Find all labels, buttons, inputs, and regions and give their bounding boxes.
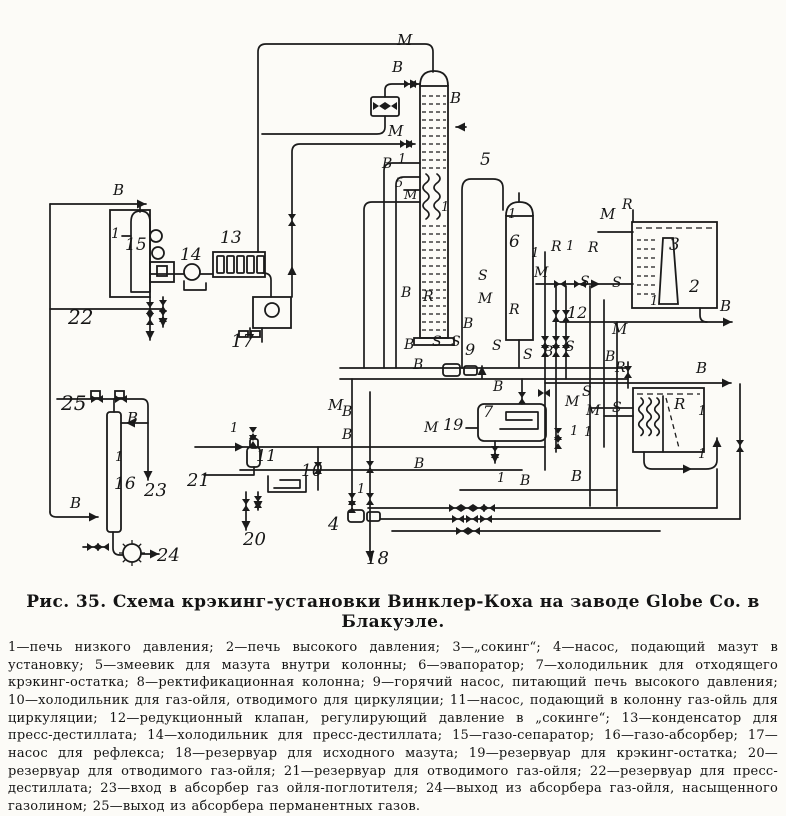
valve-icon — [562, 310, 570, 322]
valve-half — [146, 302, 154, 308]
diagram-label: М — [397, 31, 413, 49]
diagram-label: В — [463, 316, 474, 332]
diagram-label: 1 — [508, 207, 517, 222]
condenser-cell — [257, 256, 264, 273]
valve-icon — [552, 310, 560, 322]
valve-half — [518, 392, 526, 398]
valve-half — [379, 102, 385, 110]
valve-icon — [348, 501, 356, 513]
valve-half — [552, 310, 560, 316]
valve-half — [455, 504, 461, 512]
pipe — [639, 398, 644, 436]
arrow-head — [242, 521, 251, 530]
diagram-label: 1 — [497, 471, 506, 486]
arrow-head — [491, 454, 500, 463]
valve-icon — [480, 515, 492, 523]
pump-spike — [138, 559, 141, 562]
valve-half — [385, 102, 391, 110]
reflux-pump-17 — [253, 297, 291, 328]
diagram-label: R — [551, 239, 562, 255]
diagram-label: В — [520, 473, 531, 489]
diagram-label: 10 — [301, 461, 323, 481]
valves-group — [87, 80, 744, 551]
arrow-head — [456, 123, 465, 132]
pipe — [113, 532, 123, 555]
valve-half — [466, 515, 472, 523]
diagram-label: М — [565, 394, 580, 410]
valve-half — [736, 440, 744, 446]
diagram-label: R — [622, 197, 633, 213]
valve-icon — [574, 280, 586, 288]
rectification-column-8 — [420, 86, 448, 338]
flow-arrow-icon — [126, 419, 135, 428]
valve-icon — [373, 102, 385, 110]
figure-legend: 1—печь низкого давления; 2—печь высокого давления; 3—„сокинг“; 4—насос, подающий мазут в установку; 5—змеевик для мазута внутри колонны; 6—эвапоратор; 7—холодильник для отходящего крэкинг-остатка; 8—ректификационная колонна; 9—горячий насос, питающий печь высокого давления; 10—холодильник для газ-ойля, отводимого для циркуляции; 11—насос, подающий в колонну газ-ойль для циркуляции; 12—редукционный клапан, регулирующий давление в „сокинге“; 13—конденсатор для пресс-дестиллата; 14—холодильник для пресс-дестиллата; 15—газо-сепаратор; 16—газо-абсорбер; 17—насос для рефлекса; 18—резервуар для исходного мазута; 19—резервуар для крэкинг-остатка; 20—резервуар для отводимого газ-ойля; 21—резервуар для отводимого газ-ойля; 22—резервуар для пресс-дестиллата; 23—вход в абсорбер газ ойля-поглотителя; 24—выход из абсорбера газ-ойля, насыщенного газолином; 25—выход из абсорбера перманентных газов. — [8, 640, 778, 815]
valve-half — [562, 351, 570, 357]
valve-icon — [366, 493, 374, 505]
valve-half — [736, 446, 744, 452]
flow-arrow-icon — [456, 123, 465, 132]
pipe — [462, 179, 503, 368]
valve-half — [87, 543, 93, 551]
pipe — [262, 116, 385, 134]
diagram-label: В — [413, 357, 424, 373]
pipe — [655, 398, 660, 436]
valve-half — [541, 336, 549, 342]
valve-half — [115, 395, 121, 403]
diagram-label: S — [612, 400, 622, 416]
arrow-head — [366, 551, 375, 560]
valve-icon — [541, 345, 549, 357]
diagram-label: 5 — [480, 150, 491, 170]
diagram-label: В — [404, 337, 415, 353]
valve-half — [366, 493, 374, 499]
valve-icon — [736, 440, 744, 452]
valve-icon — [624, 366, 632, 378]
flow-arrow-icon — [410, 80, 419, 89]
valve-icon — [366, 461, 374, 473]
valve-half — [552, 351, 560, 357]
diagram-label: М — [388, 122, 404, 140]
pipe — [204, 467, 254, 475]
valve-icon — [456, 527, 468, 535]
diagram-label: 1 — [230, 421, 239, 436]
valve-half — [400, 140, 406, 148]
diagram-label: 13 — [220, 228, 242, 248]
diagram-label: R — [674, 395, 686, 413]
diagram-label: 7 — [483, 402, 494, 421]
diagram-label: S — [523, 347, 533, 363]
separator-lobe — [152, 247, 164, 259]
valve-half — [159, 310, 167, 316]
pipe — [644, 438, 717, 469]
flow-arrow-icon — [288, 266, 297, 275]
separator-15-housing — [110, 210, 150, 297]
valve-half — [489, 504, 495, 512]
diagram-label: В — [571, 467, 583, 485]
condenser-cell — [217, 256, 224, 273]
pipe — [184, 281, 206, 290]
column-base — [414, 338, 454, 345]
diagram-label: 12 — [567, 303, 588, 322]
flow-arrow-icon — [491, 454, 500, 463]
diagram-label: 5 — [395, 176, 404, 191]
arrow-head — [144, 471, 153, 480]
arrow-head — [146, 331, 155, 340]
valve-half — [562, 310, 570, 316]
pipe — [500, 412, 538, 429]
diagram-label: 1 — [531, 246, 540, 261]
diagram-label: 20 — [243, 529, 266, 550]
diagram-label: М — [534, 265, 549, 281]
valve-half — [541, 351, 549, 357]
valve-half — [491, 446, 499, 452]
furnace-flame-dash — [666, 398, 679, 448]
flow-arrow-icon — [235, 443, 244, 452]
valve-icon — [242, 499, 250, 511]
valve-half — [452, 515, 458, 523]
flow-arrow-icon — [144, 471, 153, 480]
valve-half — [348, 493, 356, 499]
pump-spike — [123, 544, 126, 547]
pipe — [274, 480, 300, 488]
diagram-label: 21 — [187, 470, 210, 491]
pipe — [57, 399, 148, 480]
valve-half — [552, 316, 560, 322]
diagram-label: S — [612, 275, 622, 291]
valve-half — [456, 527, 462, 535]
soaking-chamber-3 — [659, 238, 678, 304]
valve-icon — [146, 302, 154, 314]
valve-half — [97, 543, 103, 551]
pump-spike — [138, 544, 141, 547]
diagram-label: 1 — [698, 447, 707, 462]
flow-arrow-icon — [89, 513, 98, 522]
valve-icon — [452, 515, 464, 523]
valve-icon — [518, 392, 526, 404]
valve-half — [624, 372, 632, 378]
diagram-label: В — [493, 379, 504, 395]
diagram-label: 22 — [68, 305, 94, 329]
absorber-outlet-pump-24 — [123, 544, 141, 562]
valve-half — [472, 515, 478, 523]
reservoir-19 — [478, 404, 546, 441]
evaporator-6 — [506, 216, 533, 340]
furnace-1-low-pressure — [633, 388, 707, 452]
valve-half — [449, 504, 455, 512]
arrows-group — [89, 80, 732, 561]
flow-arrow-icon — [723, 318, 732, 327]
condenser-cell — [227, 256, 234, 273]
diagram-label: 25 — [61, 391, 87, 415]
diagram-label: В — [392, 58, 404, 76]
diagram-label: 4 — [328, 514, 340, 535]
diagram-label: R — [509, 302, 520, 318]
valve-icon — [461, 504, 473, 512]
valve-icon — [385, 102, 397, 110]
valve-half — [288, 220, 296, 226]
valve-half — [314, 468, 322, 474]
flow-arrow-icon — [591, 280, 600, 289]
valve-icon — [538, 389, 550, 397]
arrow-head — [406, 140, 415, 149]
arrow-head — [150, 550, 159, 559]
valve-icon — [562, 345, 570, 357]
arrow-head — [126, 419, 135, 428]
arrow-head — [591, 280, 600, 289]
arrow-head — [137, 200, 146, 209]
diagram-label: М — [586, 403, 601, 419]
hot-pump-9 — [443, 364, 460, 376]
diagram-label: М — [478, 291, 493, 307]
valve-icon — [97, 543, 109, 551]
diagram-label: 3 — [669, 235, 680, 255]
valve-icon — [554, 280, 566, 288]
diagram-label: S — [580, 274, 590, 290]
tray-dashes-group — [422, 96, 713, 448]
diagram-label: 1 — [698, 404, 707, 419]
column-8-dome — [420, 71, 448, 86]
diagram-label: В — [127, 409, 139, 427]
valve-half — [242, 505, 250, 511]
valve-half — [468, 527, 474, 535]
arrow-head — [288, 266, 297, 275]
valve-half — [580, 280, 586, 288]
drain-hook — [251, 331, 260, 337]
valve-half — [560, 280, 566, 288]
valve-half — [146, 313, 154, 319]
diagram-label: 2 — [689, 277, 700, 297]
valve-half — [159, 300, 167, 306]
valve-half — [103, 543, 109, 551]
valve-icon — [449, 504, 461, 512]
valve-half — [373, 102, 379, 110]
diagram-label: М — [404, 188, 418, 203]
valve-half — [249, 427, 257, 433]
valve-half — [574, 280, 580, 288]
valve-half — [552, 336, 560, 342]
flow-arrow-icon — [713, 438, 722, 447]
valve-half — [366, 499, 374, 505]
flow-arrow-icon — [137, 200, 146, 209]
arrow-head — [235, 443, 244, 452]
valve-half — [366, 461, 374, 467]
drain-hook — [239, 331, 248, 337]
valve-icon — [146, 313, 154, 325]
diagram-label: S — [565, 339, 575, 355]
valve-half — [624, 366, 632, 372]
diagram-label: В — [605, 349, 616, 365]
valve-icon — [115, 395, 127, 403]
diagram-label: В — [720, 297, 732, 315]
pipe — [364, 202, 420, 368]
diagram-label: В — [401, 285, 412, 301]
diagram-label: В — [543, 344, 554, 360]
pipe — [647, 398, 652, 436]
diagram-label: 15 — [125, 235, 147, 255]
pipe — [700, 308, 707, 322]
diagram-label: R — [423, 289, 434, 305]
diagram-label: R — [588, 240, 599, 256]
diagram-label: В — [382, 156, 393, 172]
flow-arrow-icon — [366, 551, 375, 560]
diagram-label: S — [478, 268, 488, 284]
diagram-label: М — [328, 396, 344, 414]
feed-pump-4b — [367, 512, 380, 521]
valve-half — [467, 504, 473, 512]
flow-arrow-icon — [146, 331, 155, 340]
arrow-head — [713, 438, 722, 447]
valve-half — [314, 462, 322, 468]
diagram-label: S — [582, 384, 592, 400]
valve-icon — [468, 527, 480, 535]
valve-half — [474, 527, 480, 535]
diagram-label: В — [70, 494, 82, 512]
diagram-label: 14 — [180, 245, 202, 265]
diagram-label: В — [342, 427, 353, 443]
arrow-head — [723, 318, 732, 327]
diagram-label: S — [432, 334, 442, 350]
condenser-cell — [237, 256, 244, 273]
pipe — [423, 174, 429, 219]
flow-arrow-icon — [683, 465, 692, 474]
reflux-pump-17-rotor — [265, 303, 279, 317]
valve-half — [562, 336, 570, 342]
valve-half — [562, 316, 570, 322]
diagram-label: 1 — [441, 200, 450, 215]
valve-half — [391, 102, 397, 110]
diagram-label: М — [600, 205, 616, 223]
figure-caption: Рис. 35. Схема крэкинг-установки Винклер-Коха на заводе Globe Co. в Блакуэле. — [26, 592, 760, 632]
flow-arrow-icon — [150, 550, 159, 559]
diagram-label: В — [342, 404, 353, 420]
valve-icon — [91, 395, 103, 403]
pipe — [131, 211, 150, 292]
diagram-label: 19 — [443, 415, 464, 434]
diagram-label: 11 — [256, 446, 277, 465]
evaporator-6-dome — [506, 202, 533, 216]
valve-icon — [552, 345, 560, 357]
arrow-head — [410, 80, 419, 89]
diagram-label: R — [615, 360, 626, 376]
valve-half — [146, 319, 154, 325]
flow-arrow-icon — [159, 318, 168, 327]
diagram-label: S — [492, 338, 502, 354]
separator-aux-box — [150, 262, 174, 282]
arrow-head — [89, 513, 98, 522]
valve-half — [486, 515, 492, 523]
valve-half — [518, 398, 526, 404]
valve-half — [288, 214, 296, 220]
diagram-label: S — [451, 334, 461, 350]
diagram-label: М — [612, 320, 628, 338]
gas-absorber-16 — [107, 412, 124, 532]
valve-half — [554, 280, 560, 288]
valve-half — [242, 499, 250, 505]
cooler-pump-14 — [184, 264, 200, 280]
valve-half — [458, 515, 464, 523]
flow-arrow-icon — [406, 140, 415, 149]
diagram-label: В — [696, 359, 708, 377]
diagram-label: 16 — [114, 474, 136, 494]
diagram-label: В — [450, 89, 462, 107]
valve-icon — [288, 214, 296, 226]
separator-lobe — [150, 230, 162, 242]
pump-11 — [247, 447, 260, 467]
diagram-label: 1 — [357, 482, 366, 497]
flow-arrow-icon — [722, 379, 731, 388]
pump-spike — [123, 559, 126, 562]
diagram-label: 1 — [650, 294, 659, 309]
valve-icon — [483, 504, 495, 512]
arrow-head — [254, 501, 263, 510]
arrow-head — [722, 379, 731, 388]
valve-icon — [314, 462, 322, 474]
arrow-head — [683, 465, 692, 474]
diagram-label: В — [414, 456, 425, 472]
valve-half — [483, 504, 489, 512]
diagram-label: 17 — [231, 331, 254, 352]
diagram-label: 18 — [366, 548, 389, 569]
valve-half — [480, 515, 486, 523]
diagram-label: 1 — [398, 152, 407, 167]
diagram-label: 1 — [111, 226, 120, 242]
condenser-cell — [247, 256, 254, 273]
valve-icon — [466, 515, 478, 523]
diagram-label: 24 — [157, 545, 180, 566]
diagram-label: 9 — [465, 340, 476, 359]
flow-arrow-icon — [254, 501, 263, 510]
diagram-label: 1 — [115, 450, 124, 465]
diagram-label: 6 — [509, 232, 520, 252]
valve-half — [461, 504, 467, 512]
diagram-label: М — [424, 420, 439, 436]
arrow-head — [159, 318, 168, 327]
valve-half — [538, 389, 544, 397]
valve-half — [473, 504, 479, 512]
flow-arrow-icon — [242, 521, 251, 530]
valve-half — [462, 527, 468, 535]
pipe — [396, 177, 420, 368]
diagram-label: 1 — [570, 424, 579, 439]
valve-half — [91, 395, 97, 403]
diagram-label: 1 — [566, 239, 575, 254]
valve-half — [404, 80, 410, 88]
diagram-label: В — [113, 181, 125, 199]
diagram-label: 23 — [144, 480, 167, 501]
pipe — [434, 174, 440, 219]
diagram-label: 1 — [584, 425, 593, 440]
